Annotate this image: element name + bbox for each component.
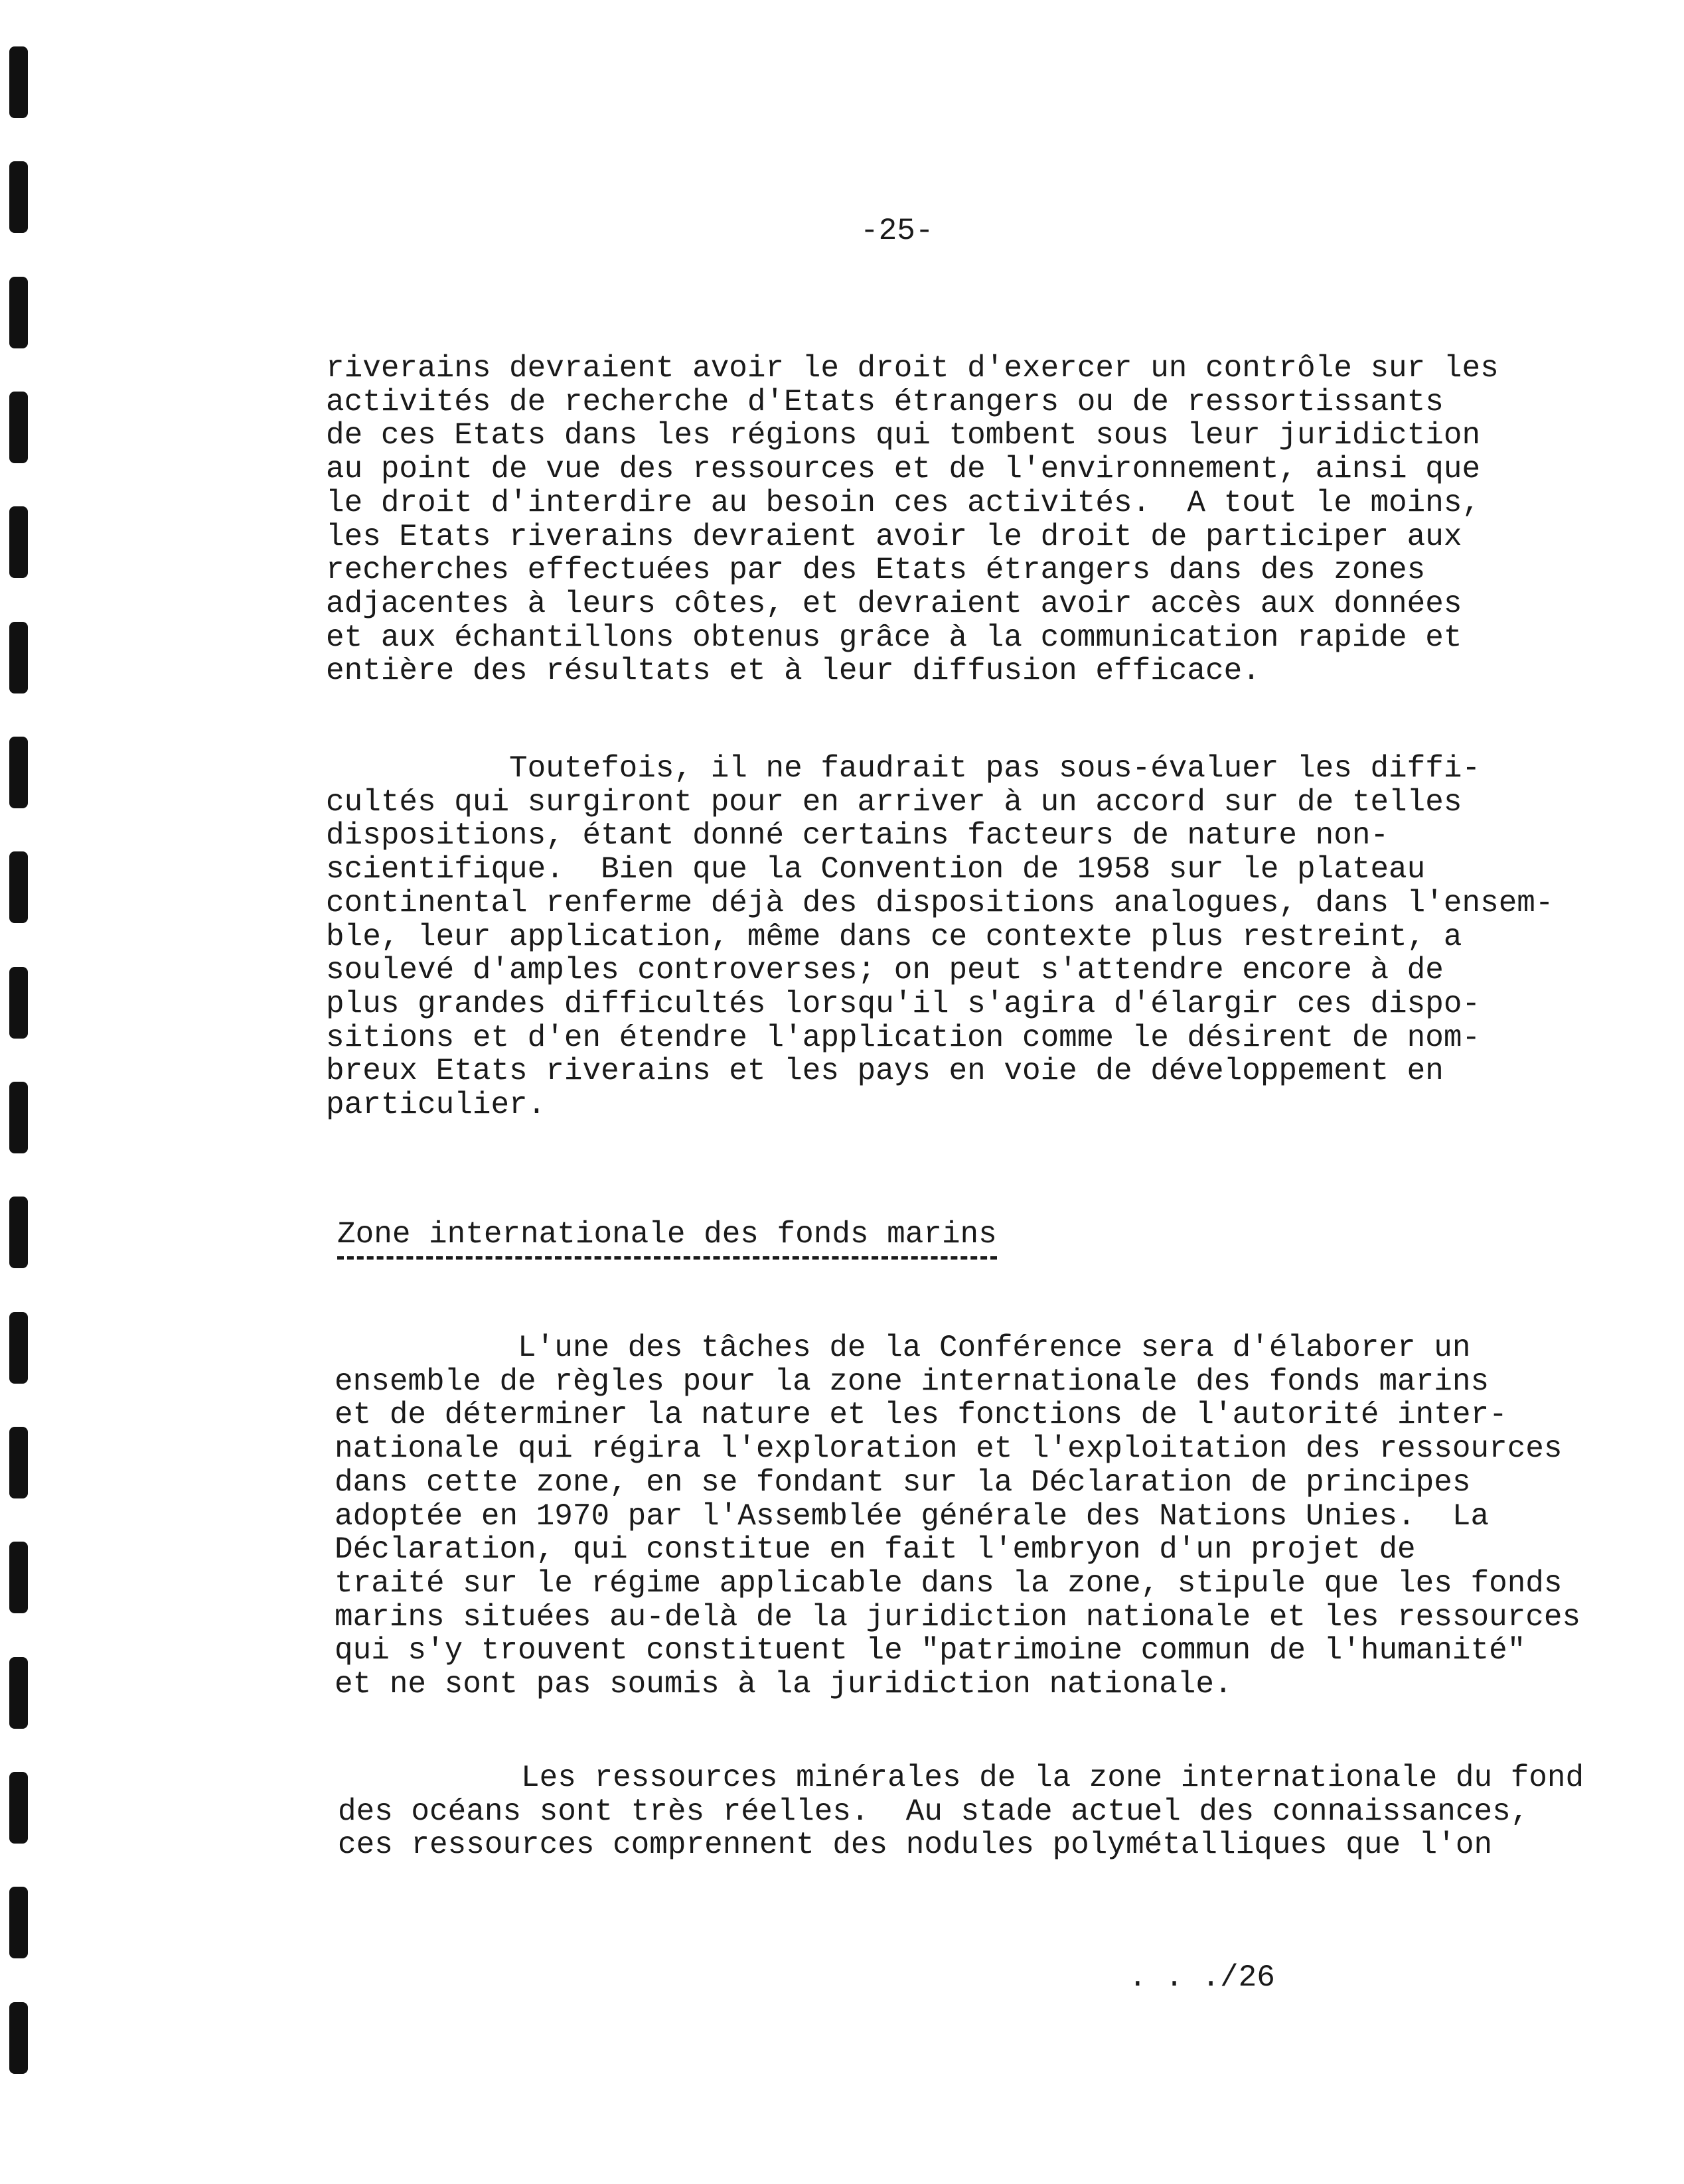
punch-hole: [9, 1197, 28, 1268]
punch-hole: [9, 392, 28, 463]
section-heading: Zone internationale des fonds marins: [337, 1218, 997, 1260]
text-line: qui s'y trouvent constituent le "patrimoine commun de l'humanité": [335, 1633, 1526, 1668]
paragraph: [326, 752, 1554, 1122]
paragraph: [326, 352, 1499, 688]
punch-hole: [9, 161, 28, 233]
text-line: les Etats riverains devraient avoir le droit de participer aux: [326, 519, 1462, 554]
text-line: L'une des tâches de la Conférence sera d'élaborer un: [335, 1331, 1471, 1365]
punch-hole: [9, 967, 28, 1039]
text-line: particulier.: [326, 1088, 546, 1123]
punch-hole: [9, 1657, 28, 1729]
punch-hole: [9, 506, 28, 578]
text-line: dans cette zone, en se fondant sur la Déclaration de principes: [335, 1465, 1471, 1500]
punch-hole: [9, 851, 28, 923]
text-line: continental renferme déjà des dispositions analogues, dans l'ensem-: [326, 885, 1554, 920]
punch-hole: [9, 737, 28, 808]
text-line: Les ressources minérales de la zone internationale du fond: [338, 1761, 1584, 1795]
punch-hole: [9, 1427, 28, 1498]
text-line: et de déterminer la nature et les fonctions de l'autorité inter-: [335, 1398, 1507, 1433]
text-line: Toutefois, il ne faudrait pas sous-évaluer les diffi-: [326, 751, 1481, 786]
text-line: entière des résultats et à leur diffusion efficace.: [326, 654, 1261, 689]
page-continuation-marker: . . ./26: [1128, 1960, 1275, 1995]
punch-hole: [9, 277, 28, 348]
text-line: marins situées au-delà de la juridiction nationale et les ressources: [335, 1599, 1581, 1635]
text-line: adoptée en 1970 par l'Assemblée générale des Nations Unies. La: [335, 1498, 1490, 1534]
text-line: sitions et d'en étendre l'application comme le désirent de nom-: [326, 1020, 1481, 1055]
punch-hole: [9, 1082, 28, 1153]
text-line: au point de vue des ressources et de l'environnement, ainsi que: [326, 452, 1481, 487]
text-line: cultés qui surgiront pour en arriver à un accord sur de telles: [326, 784, 1462, 820]
punch-hole: [9, 46, 28, 118]
punch-hole: [9, 622, 28, 693]
text-line: activités de recherche d'Etats étrangers ou de ressortissants: [326, 384, 1444, 419]
text-line: plus grandes difficultés lorsqu'il s'agira d'élargir ces dispo-: [326, 986, 1481, 1021]
text-line: Déclaration, qui constitue en fait l'embryon d'un projet de: [335, 1532, 1416, 1567]
punch-hole: [9, 1887, 28, 1958]
text-line: traité sur le régime applicable dans la zone, stipule que les fonds: [335, 1565, 1563, 1601]
text-line: scientifique. Bien que la Convention de 1958 sur le plateau: [326, 852, 1426, 887]
punch-hole: [9, 2002, 28, 2074]
text-line: et aux échantillons obtenus grâce à la communication rapide et: [326, 620, 1462, 655]
text-line: et ne sont pas soumis à la juridiction nationale.: [335, 1667, 1233, 1702]
text-line: de ces Etats dans les régions qui tombent sous leur juridiction: [326, 418, 1481, 453]
text-line: ensemble de règles pour la zone internationale des fonds marins: [335, 1364, 1490, 1399]
binding-punch-holes: [0, 0, 40, 2184]
text-line: ble, leur application, même dans ce contexte plus restreint, a: [326, 919, 1462, 954]
text-line: le droit d'interdire au besoin ces activités. A tout le moins,: [326, 485, 1481, 520]
text-line: adjacentes à leurs côtes, et devraient avoir accès aux données: [326, 586, 1462, 621]
text-line: des océans sont très réelles. Au stade actuel des connaissances,: [338, 1794, 1529, 1829]
paragraph: [338, 1761, 1584, 1862]
text-line: soulevé d'amples controverses; on peut s'attendre encore à de: [326, 953, 1444, 988]
text-line: riverains devraient avoir le droit d'exercer un contrôle sur les: [326, 351, 1499, 386]
text-line: recherches effectuées par des Etats étrangers dans des zones: [326, 553, 1426, 588]
text-line: nationale qui régira l'exploration et l'exploitation des ressources: [335, 1431, 1563, 1467]
punch-hole: [9, 1772, 28, 1844]
text-line: ces ressources comprennent des nodules polymétalliques que l'on: [338, 1828, 1493, 1863]
punch-hole: [9, 1312, 28, 1384]
punch-hole: [9, 1542, 28, 1613]
text-line: breux Etats riverains et les pays en voie de développement en: [326, 1054, 1444, 1089]
paragraph: [335, 1331, 1580, 1702]
page-number: -25-: [860, 214, 934, 248]
text-line: dispositions, étant donné certains facteurs de nature non-: [326, 818, 1389, 853]
